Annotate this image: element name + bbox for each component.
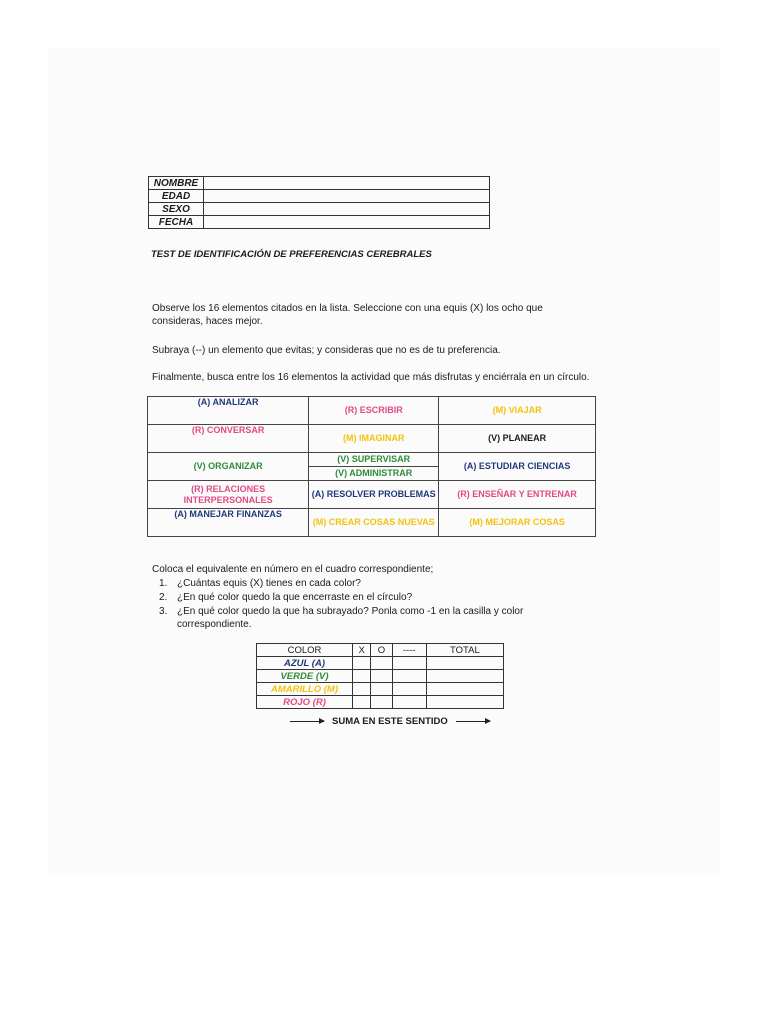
- element-relaciones[interactable]: (R) RELACIONES INTERPERSONALES: [148, 481, 309, 509]
- question-text: ¿Cuántas equis (X) tienes en cada color?: [177, 578, 361, 589]
- element-analizar[interactable]: (A) ANALIZAR: [148, 397, 309, 425]
- header-o: O: [371, 644, 392, 657]
- question-text: ¿En qué color quedo la que ha subrayado? Ponla como -1 en la casilla y color correspondiente.: [177, 606, 524, 630]
- element-escribir[interactable]: (R) ESCRIBIR: [309, 397, 439, 425]
- question-3: [159, 605, 577, 631]
- element-planear[interactable]: (V) PLANEAR: [439, 425, 596, 453]
- header-total: TOTAL: [426, 644, 503, 657]
- score-cell[interactable]: [426, 657, 503, 670]
- score-cell[interactable]: [371, 696, 392, 709]
- score-cell[interactable]: [353, 657, 371, 670]
- element-estudiar-ciencias[interactable]: (A) ESTUDIAR CIENCIAS: [439, 453, 596, 481]
- element-mejorar-cosas[interactable]: (M) MEJORAR COSAS: [439, 509, 596, 537]
- sum-label: SUMA EN ESTE SENTIDO: [332, 716, 448, 727]
- element-imaginar[interactable]: (M) IMAGINAR: [309, 425, 439, 453]
- element-conversar[interactable]: (R) CONVERSAR: [148, 425, 309, 453]
- score-cell[interactable]: [392, 670, 426, 683]
- name-label: NOMBRE: [149, 177, 204, 190]
- header-dash: ----: [392, 644, 426, 657]
- header-color: COLOR: [257, 644, 353, 657]
- element-pair-cell: [309, 453, 439, 481]
- questions-intro: Coloca el equivalente en número en el cuadro correspondiente;: [152, 564, 434, 575]
- score-cell[interactable]: [353, 696, 371, 709]
- element-administrar[interactable]: (V) ADMINISTRAR: [335, 468, 413, 478]
- row-azul: AZUL (A): [257, 657, 353, 670]
- score-cell[interactable]: [392, 657, 426, 670]
- element-organizar[interactable]: (V) ORGANIZAR: [148, 453, 309, 481]
- row-verde: VERDE (V): [257, 670, 353, 683]
- date-field[interactable]: [204, 216, 490, 229]
- score-table: [256, 643, 504, 709]
- instruction-2: Subraya (--) un elemento que evitas; y consideras que no es de tu preferencia.: [152, 345, 501, 356]
- header-x: X: [353, 644, 371, 657]
- question-1: [159, 577, 361, 590]
- elements-grid: [147, 396, 596, 537]
- sex-field[interactable]: [204, 203, 490, 216]
- question-2: [159, 591, 412, 604]
- element-ensenar[interactable]: (R) ENSEÑAR Y ENTRENAR: [439, 481, 596, 509]
- element-crear-cosas[interactable]: (M) CREAR COSAS NUEVAS: [309, 509, 439, 537]
- age-field[interactable]: [204, 190, 490, 203]
- element-supervisar[interactable]: (V) SUPERVISAR: [309, 453, 438, 467]
- score-cell[interactable]: [426, 696, 503, 709]
- score-cell[interactable]: [371, 670, 392, 683]
- element-manejar-finanzas[interactable]: (A) MANEJAR FINANZAS: [148, 509, 309, 537]
- score-cell[interactable]: [371, 683, 392, 696]
- score-cell[interactable]: [392, 696, 426, 709]
- row-amarillo: AMARILLO (M): [257, 683, 353, 696]
- element-resolver-problemas[interactable]: (A) RESOLVER PROBLEMAS: [309, 481, 439, 509]
- question-number: 2.: [159, 592, 168, 603]
- question-number: 1.: [159, 578, 168, 589]
- identification-table: [148, 176, 490, 229]
- sex-label: SEXO: [149, 203, 204, 216]
- score-cell[interactable]: [353, 683, 371, 696]
- age-label: EDAD: [149, 190, 204, 203]
- instruction-3: Finalmente, busca entre los 16 elementos la actividad que más disfrutas y enciérrala en un círculo.: [152, 372, 590, 383]
- score-cell[interactable]: [426, 670, 503, 683]
- test-title: TEST DE IDENTIFICACIÓN DE PREFERENCIAS CEREBRALES: [151, 249, 432, 260]
- name-field[interactable]: [204, 177, 490, 190]
- date-label: FECHA: [149, 216, 204, 229]
- arrow-right-icon: [456, 721, 490, 722]
- score-cell[interactable]: [371, 657, 392, 670]
- score-cell[interactable]: [392, 683, 426, 696]
- element-viajar[interactable]: (M) VIAJAR: [439, 397, 596, 425]
- row-rojo: ROJO (R): [257, 696, 353, 709]
- score-cell[interactable]: [353, 670, 371, 683]
- sum-direction: [282, 716, 498, 727]
- instruction-1: Observe los 16 elementos citados en la lista. Seleccione con una equis (X) los ocho que consideras, haces mejor.: [152, 303, 543, 327]
- question-text: ¿En qué color quedo la que encerraste en el círculo?: [177, 592, 413, 603]
- score-cell[interactable]: [426, 683, 503, 696]
- question-number: 3.: [159, 606, 168, 617]
- arrow-right-icon: [290, 721, 324, 722]
